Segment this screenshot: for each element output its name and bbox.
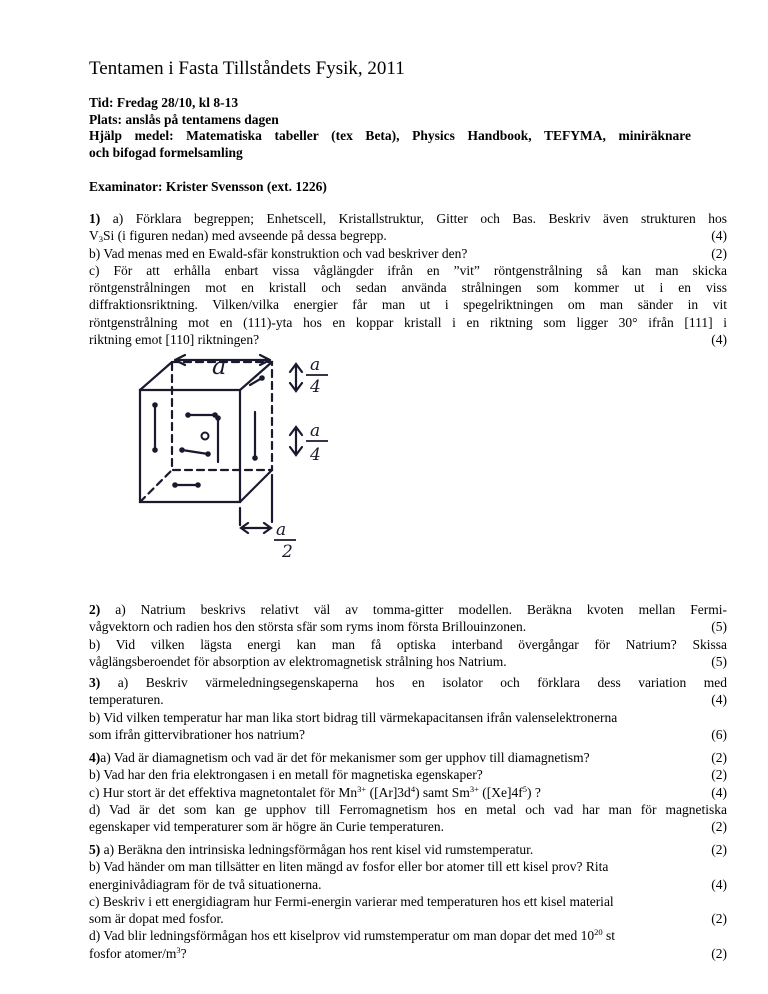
q5-c-points: (2) [711,911,727,927]
q4-d-line-2 [89,818,727,835]
place-line: Plats: anslås på tentamens dagen [89,111,279,127]
v3si-unit-cell-figure [130,350,370,565]
q2-b-text-2: våglängsberoendet för absorption av elektromagnetisk strålning hos Natrium. [89,653,507,669]
q3-b-points: (6) [711,726,727,742]
q5-a-points: (2) [711,842,727,857]
q3-b-text-2: som ifrån gittervibrationer hos natrium? [89,726,305,742]
q2-a-text: a) Natrium beskrivs relativt väl av tomma-gitter modellen. Beräkna kvoten mellan Fermi- [115,602,728,617]
q5-b-points: (4) [711,876,727,892]
question-5 [89,841,727,962]
q3-a-line-2 [89,691,727,708]
q5-c-line-1: c) Beskriv i ett energidiagram hur Fermi-energin varierar med temperaturen hos ett kisel material [89,893,614,909]
q5-a-line [89,841,727,858]
q5-c-line-2 [89,910,727,927]
q3-a-points: (4) [711,692,727,708]
q1-number: 1) [89,211,101,226]
q3-b-line-2 [89,726,727,743]
q1-c-line-1: c) För att erhålla enbart vissa våglängder ifrån en ”vit” röntgenstrålning så kan man skicka [89,262,727,278]
q1-c-text-5: riktning emot [110] riktningen? [89,332,260,348]
q1-a-text: a) Förklara begreppen; Enhetscell, Kristallstruktur, Gitter och Bas. Beskriv även strukturen hos [112,211,728,226]
q5-d-line-1: d) Vad blir ledningsförmågan hos ett kiselprov vid rumstemperatur om man dopar det med $10^{20}$ st [89,927,616,944]
examiner-line: Examinator: Krister Svensson (ext. 1226) [89,179,327,194]
q4-b-points: (2) [711,767,727,783]
q1-a-points: (4) [711,228,727,244]
label-a4-mid-den: 4 [310,445,321,465]
time-line: Tid: Fredag 28/10, kl 8-13 [89,95,239,110]
q1-b-text: b) Vad menas med en Ewald-sfär konstruktion och vad beskriver den? [89,245,468,261]
q1-c-line-2: röntgenstrålningen mot en kristall och sedan använda strålningen som kommer ut i en viss [89,280,727,296]
q1-c-points: (4) [711,332,727,348]
q5-b-text-2: energinivådiagram för de två situationerna. [89,876,322,892]
q1-a-line-2 [89,227,727,244]
aids-line-2: och bifogad formelsamling [89,144,243,160]
question-1 [89,210,727,348]
q3-a-line-1 [89,674,727,691]
question-2 [89,601,727,670]
q5-c-text-2: som är dopat med fosfor. [89,911,224,927]
q4-a-text: 4)a) Vad är diamagnetism och vad är det för mekanismer som ger upphov till diamagnetism? [89,750,590,765]
q2-a-line-1 [89,601,727,618]
q2-b-line-2 [89,653,727,670]
q1-a-text-2: $V_3Si$ (i figuren nedan) med avseende på dessa begrepp. [89,228,387,245]
q4-c-line [89,784,727,801]
label-a2-num: a [276,520,287,540]
label-a4-top-num: a [310,355,321,375]
q5-d-line-2 [89,945,727,962]
q5-d-points: (2) [711,945,727,961]
label-a4-mid-num: a [310,421,321,441]
q2-number: 2) [89,602,101,617]
page-title: Tentamen i Fasta Tillståndets Fysik, 2011 [89,58,405,79]
q1-c-line-5 [89,331,727,348]
q3-number: 3) [89,675,101,690]
q2-a-line-2 [89,618,727,635]
q2-a-points: (5) [711,619,727,635]
q5-b-line-1: b) Vad händer om man tillsätter en liten mängd av fosfor eller bor atomer till ett kisel prov? Rita [89,859,609,875]
q4-d-points: (2) [711,819,727,835]
exam-meta [89,95,691,161]
q1-b-points: (2) [711,245,727,261]
q1-c-line-4: röntgenstrålning mot en (111)-yta hos en koppar kristall i en riktning som ligger 30° ifrån [111] i [89,314,727,330]
q4-d-line-1: d) Vad är det som kan ge upphov till Ferromagnetism hos en metal och vad har man för magnetiska [89,801,727,817]
label-a2-den: 2 [282,542,293,562]
q4-a-points: (2) [711,750,727,765]
q2-b-line-1: b) Vid vilken lägsta energi kan man få optiska interband övergångar för Natrium? Skissa [89,636,727,652]
q3-a-text-2: temperaturen. [89,692,164,708]
q1-c-line-3: diffraktionsriktning. Vilken/vilka energier får man ut i spegelriktningen om man sänder in vit [89,297,727,313]
q3-b-line-1: b) Vid vilken temperatur har man lika stort bidrag till värmekapacitansen ifrån valenselektronerna [89,709,618,725]
q2-b-points: (5) [711,653,727,669]
question-3 [89,674,727,743]
q4-b-text: b) Vad har den fria elektrongasen i en metall för magnetiska egenskaper? [89,767,483,783]
q4-b-line [89,766,727,783]
q3-a-text: a) Beskriv värmeledningsegenskaperna hos en isolator och förklara dess variation med [117,675,727,690]
q1-b-line [89,245,727,262]
label-a4-top-den: 4 [310,377,321,397]
q2-a-text-2: vågvektorn och radien hos den största sfär som ryms inom första Brillouinzonen. [89,619,527,635]
q4-c-text: c) Hur stort är det effektiva magnetontalet för $Mn^{3+}$ $([Ar]3d^4)$ samt $Sm^{3+}$ $([Xe]4f^5)$ ? [89,783,541,800]
q4-a-line [89,749,727,766]
label-a: a [212,352,227,380]
question-4 [89,749,727,835]
q1-a-line-1 [89,210,727,227]
q5-d-text-2: fosfor atomer/$m^3$? [89,944,187,961]
q4-d-text-2: egenskaper vid temperaturer som är högre än Curie temperaturen. [89,819,444,835]
q4-c-points: (4) [711,784,727,800]
q5-b-line-2 [89,876,727,893]
q5-a-text: 5) a) Beräkna den intrinsiska ledningsförmågan hos rent kisel vid rumstemperatur. [89,842,534,857]
aids-line-1: Hjälp medel: Matematiska tabeller (tex Beta), Physics Handbook, TEFYMA, miniräknare [89,128,691,143]
